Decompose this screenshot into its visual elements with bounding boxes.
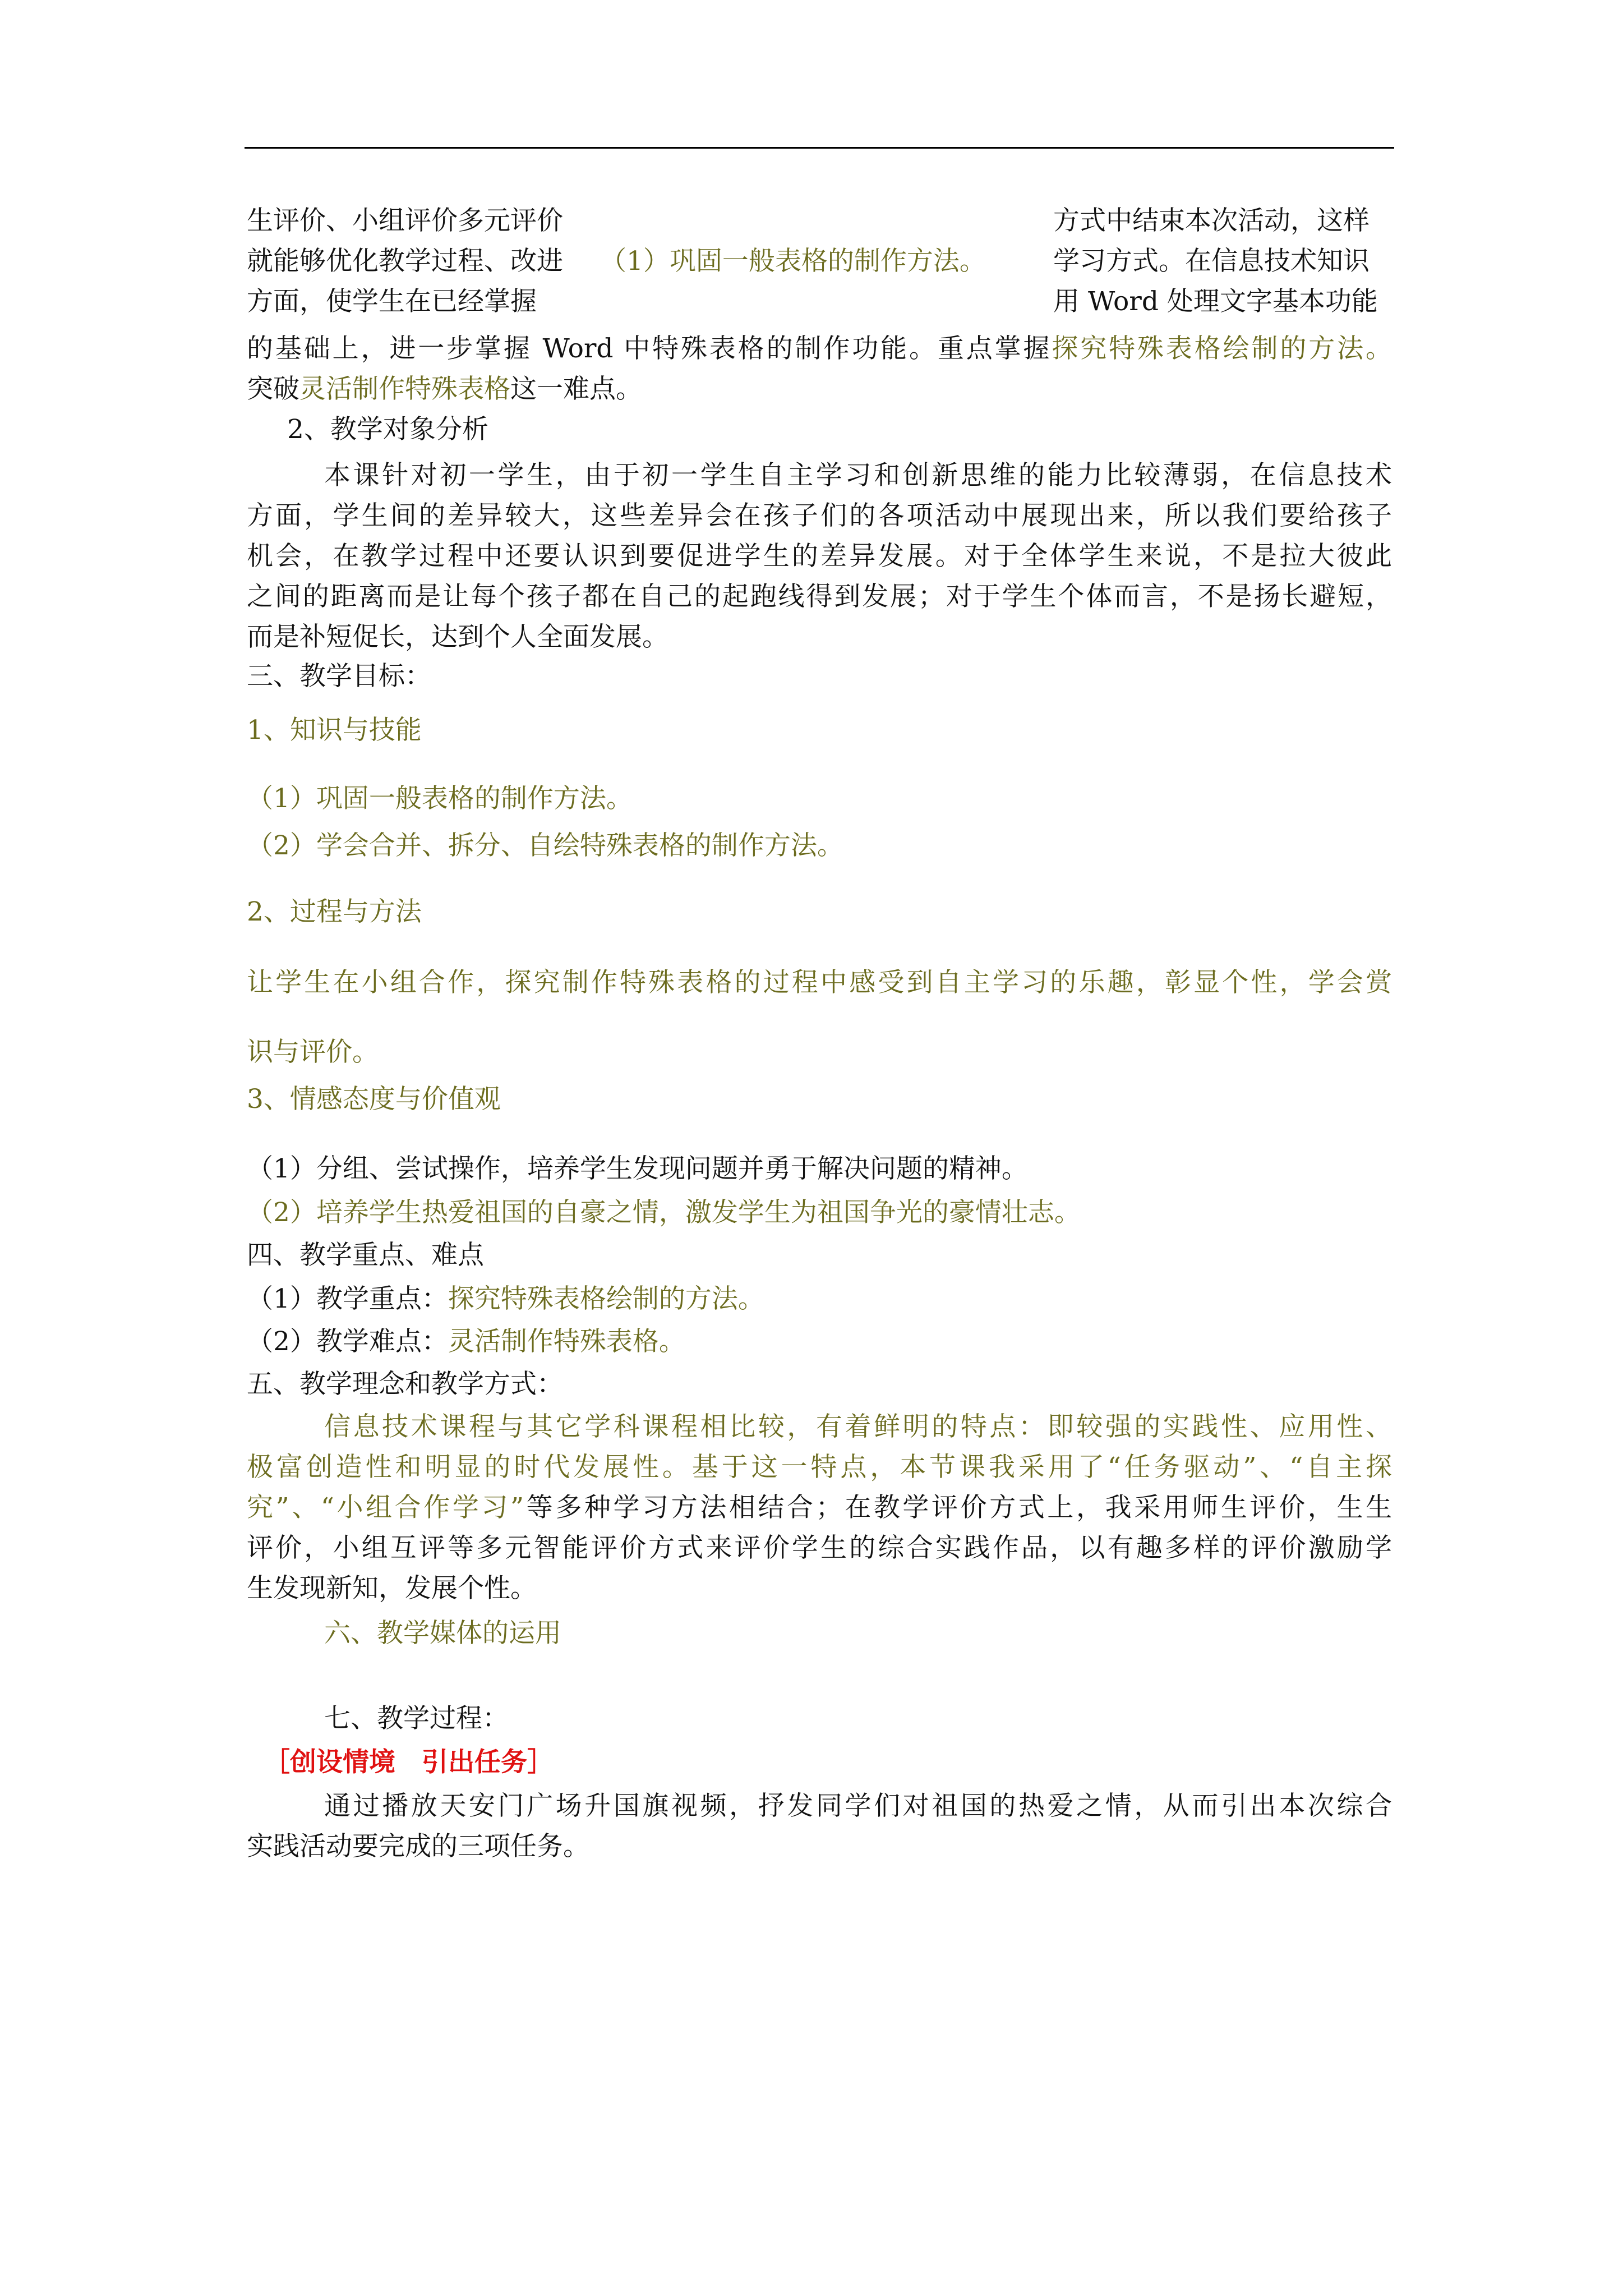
col-right-line-1: 方式中结束本次活动，这样 bbox=[1053, 205, 1370, 236]
section-3-1-item-2: （2）学会合并、拆分、自绘特殊表格的制作方法。 bbox=[247, 830, 843, 861]
col-left-line-2: 就能够优化教学过程、改进 bbox=[247, 246, 563, 277]
section-4-item-1 bbox=[247, 1283, 1392, 1314]
section-4-item-2 bbox=[247, 1328, 1392, 1355]
section-4-item-2-label: （2）教学难点： bbox=[247, 1326, 448, 1357]
col-right-line-2: 学习方式。在信息技术知识 bbox=[1053, 246, 1370, 277]
section-3-3-item-2: （2）培养学生热爱祖国的自豪之情，激发学生为祖国争光的豪情壮志。 bbox=[247, 1197, 1081, 1228]
section-5-body-line-5: 生发现新知，发展个性。 bbox=[247, 1573, 537, 1604]
section-3-2-body-line-2: 识与评价。 bbox=[247, 1037, 379, 1068]
section-3-1-heading: 1、知识与技能 bbox=[247, 715, 422, 746]
section-3-heading: 三、教学目标： bbox=[247, 661, 431, 692]
section-2-body-line-2: 方面，学生间的差异较大，这些差异会在孩子们的各项活动中展现出来，所以我们要给孩子 bbox=[247, 500, 1392, 531]
col-left-line-1: 生评价、小组评价多元评价 bbox=[247, 205, 563, 236]
section-5-highlight: 究”、“小组合作学习” bbox=[247, 1492, 524, 1523]
section-3-3-item-1: （1）分组、尝试操作，培养学生发现问题并勇于解决问题的精神。 bbox=[247, 1153, 1028, 1184]
section-5-text: 等多种学习方法相结合；在教学评价方式上，我采用师生评价，生生 bbox=[524, 1492, 1392, 1523]
section-4-item-2-value: 灵活制作特殊表格。 bbox=[448, 1326, 685, 1357]
para1-text: 的基础上，进一步掌握 Word 中特殊表格的制作功能。重点掌握 bbox=[247, 333, 1052, 364]
section-5-body-line-4: 评价，小组互评等多元智能评价方式来评价学生的综合实践作品，以有趣多样的评价激励学 bbox=[247, 1533, 1392, 1563]
para1-text: 这一难点。 bbox=[510, 374, 642, 404]
col-right-line-3: 用 Word 处理文字基本功能 bbox=[1053, 286, 1378, 317]
col-left-line-3: 方面，使学生在已经掌握 bbox=[247, 286, 537, 317]
section-2-body-line-1: 本课针对初一学生，由于初一学生自主学习和创新思维的能力比较薄弱，在信息技术 bbox=[324, 460, 1392, 491]
col-mid-line: （1）巩固一般表格的制作方法。 bbox=[600, 246, 986, 277]
section-5-body-line-1: 信息技术课程与其它学科课程相比较，有着鲜明的特点：即较强的实践性、应用性、 bbox=[324, 1411, 1392, 1442]
section-7-heading: 七、教学过程： bbox=[324, 1703, 509, 1734]
section-4-heading: 四、教学重点、难点 bbox=[247, 1240, 484, 1271]
section-3-2-body-line-1: 让学生在小组合作，探究制作特殊表格的过程中感受到自主学习的乐趣，彰显个性，学会赏 bbox=[247, 967, 1392, 998]
para1-highlight: 灵活制作特殊表格 bbox=[299, 374, 510, 404]
section-7-body-line-2: 实践活动要完成的三项任务。 bbox=[247, 1831, 589, 1862]
section-7-body-line-1: 通过播放天安门广场升国旗视频，抒发同学们对祖国的热爱之情，从而引出本次综合 bbox=[324, 1791, 1392, 1821]
para1-text: 突破 bbox=[247, 374, 299, 404]
section-2-body-line-5: 而是补短促长，达到个人全面发展。 bbox=[247, 622, 668, 652]
section-6-heading: 六、教学媒体的运用 bbox=[324, 1618, 561, 1649]
section-2-body-line-3: 机会，在教学过程中还要认识到要促进学生的差异发展。对于全体学生来说，不是拉大彼此 bbox=[247, 541, 1392, 572]
section-5-heading: 五、教学理念和教学方式： bbox=[247, 1369, 563, 1400]
section-2-body-line-4: 之间的距离而是让每个孩子都在自己的起跑线得到发展；对于学生个体而言，不是扬长避短， bbox=[247, 581, 1392, 612]
section-4-item-1-value: 探究特殊表格绘制的方法。 bbox=[448, 1283, 764, 1314]
para1-line-2 bbox=[247, 376, 1392, 402]
section-3-3-heading: 3、情感态度与价值观 bbox=[247, 1084, 501, 1115]
header-rule bbox=[245, 147, 1394, 149]
section-3-1-item-1: （1）巩固一般表格的制作方法。 bbox=[247, 783, 633, 814]
para1-highlight: 探究特殊表格绘制的方法。 bbox=[1052, 333, 1392, 364]
section-4-item-1-label: （1）教学重点： bbox=[247, 1283, 448, 1314]
section-5-body-line-3 bbox=[247, 1494, 1392, 1521]
section-2-heading: 2、教学对象分析 bbox=[287, 414, 488, 445]
section-5-body-line-2: 极富创造性和明显的时代发展性。基于这一特点，本节课我采用了“任务驱动”、“自主探 bbox=[247, 1452, 1392, 1483]
section-3-2-heading: 2、过程与方法 bbox=[247, 896, 422, 927]
para1-line-1 bbox=[247, 335, 1392, 362]
section-7-subheading: ［创设情境 引出任务］ bbox=[264, 1747, 554, 1778]
